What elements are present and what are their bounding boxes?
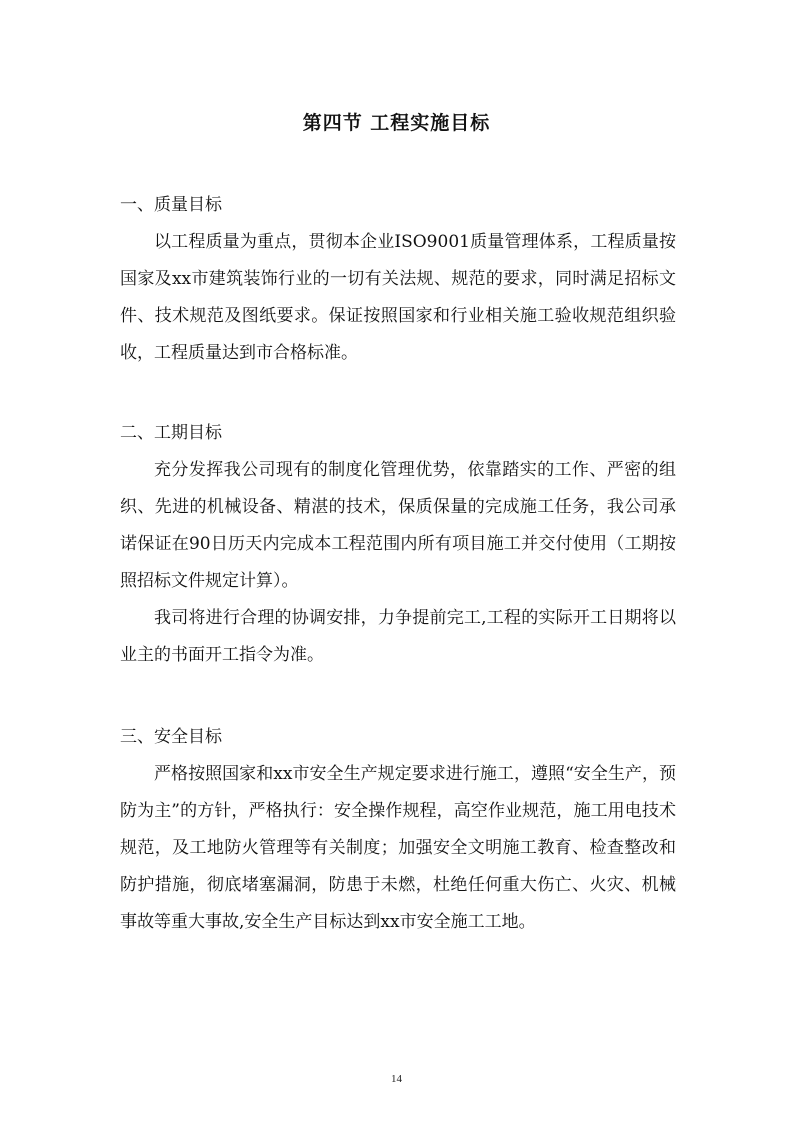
- section-heading-safety: 三、安全目标: [120, 727, 222, 747]
- page-title: 第四节 工程实施目标: [302, 112, 491, 134]
- schedule-paragraph-2: 我司将进行合理的协调安排，力争提前完工,工程的实际开工日期将以业主的书面开工指令为准。: [120, 608, 676, 665]
- quality-paragraph: 以工程质量为重点，贯彻本企业ISO9001质量管理体系，工程质量按国家及xx市建筑装饰行业的一切有关法规、规范的要求，同时满足招标文件、技术规范及图纸要求。保证按照国家和行业相关施工验收规范组织验收，工程质量达到市合格标准。: [120, 232, 676, 363]
- section-heading-schedule: 二、工期目标: [120, 423, 222, 443]
- section-heading-quality: 一、质量目标: [120, 195, 222, 215]
- safety-paragraph: 严格按照国家和xx市安全生产规定要求进行施工，遵照“安全生产，预防为主”的方针，严格执行：安全操作规程，高空作业规范，施工用电技术规范，及工地防火管理等有关制度；加强安全文明施工教育、检查整改和防护措施，彻底堵塞漏洞，防患于未燃，杜绝任何重大伤亡、火灾、机械事故等重大事故,安全生产目标达到xx市安全施工工地。: [120, 764, 676, 932]
- schedule-paragraph-1: 充分发挥我公司现有的制度化管理优势，依靠踏实的工作、严密的组织、先进的机械设备、精湛的技术，保质保量的完成施工任务，我公司承诺保证在90日历天内完成本工程范围内所有项目施工并交付使用（工期按照招标文件规定计算）。: [120, 460, 676, 591]
- page-number: 14: [391, 1073, 402, 1085]
